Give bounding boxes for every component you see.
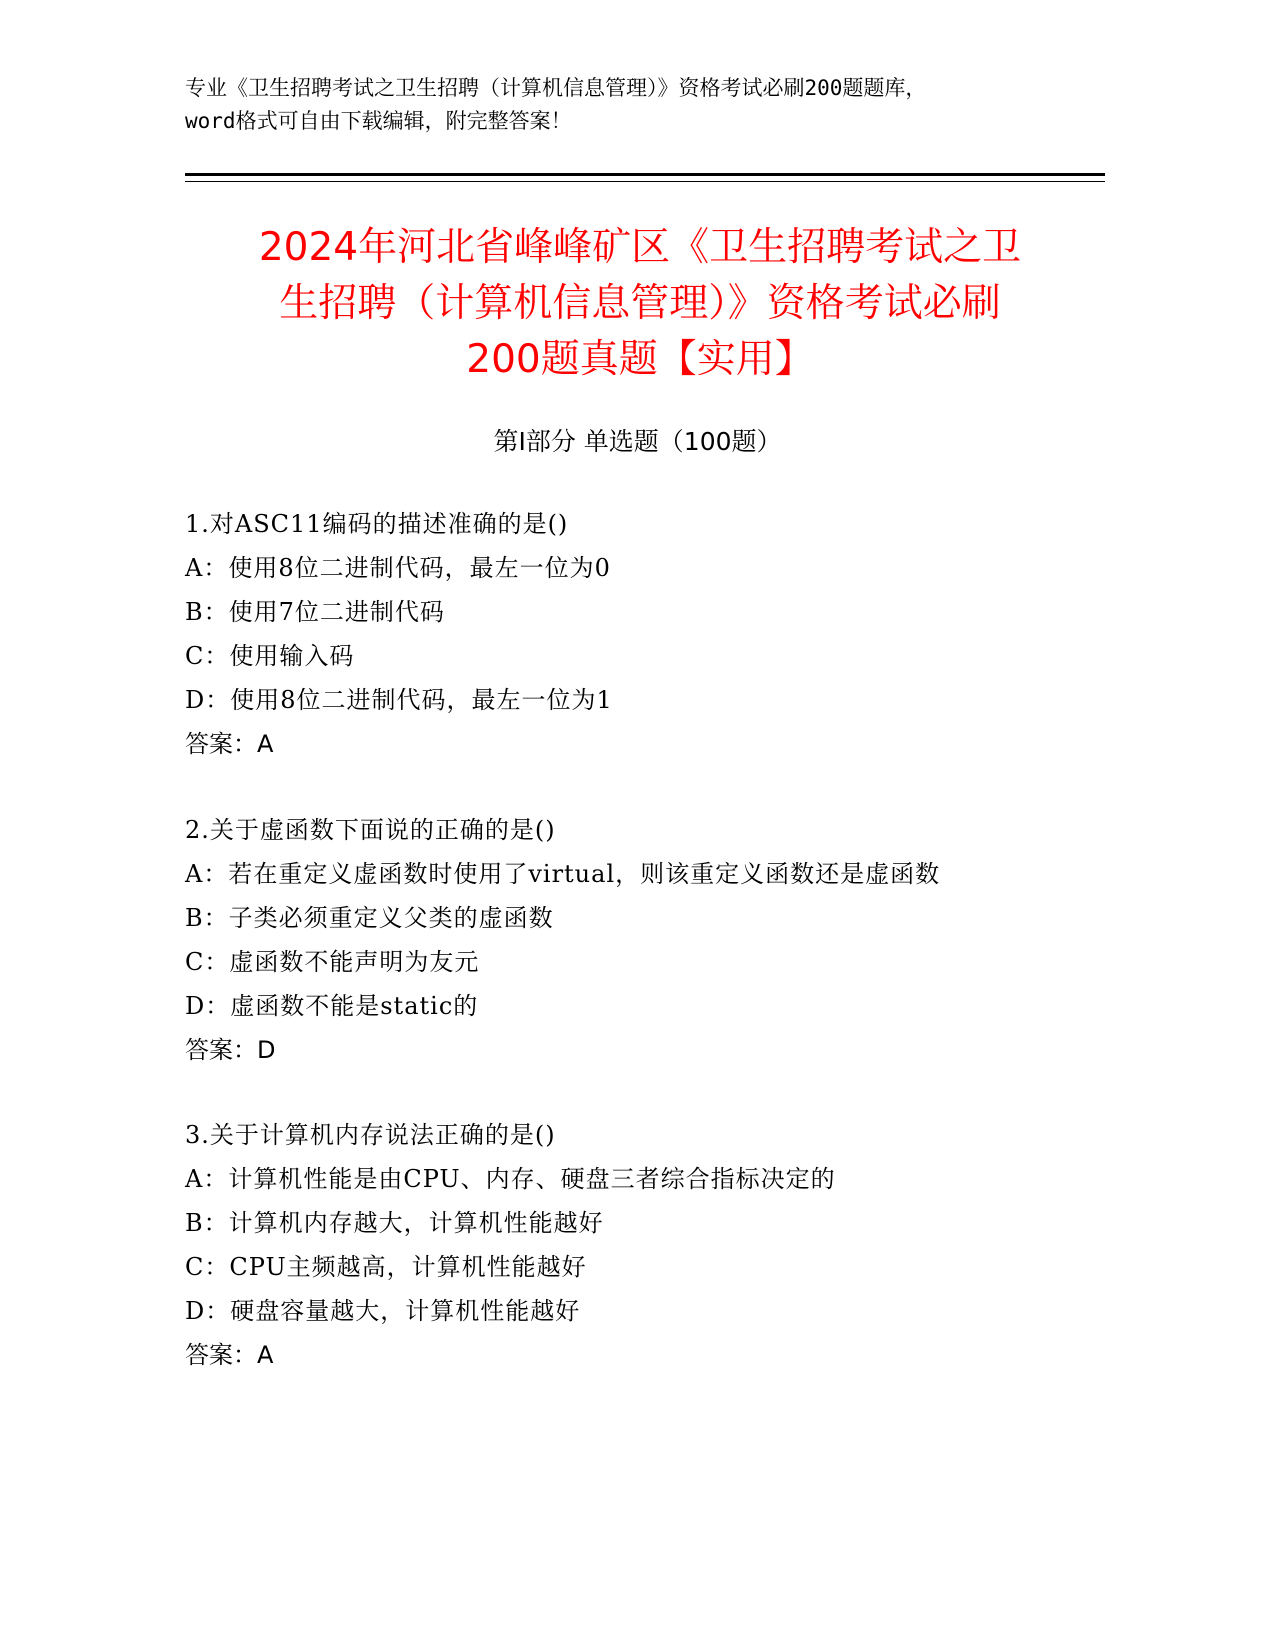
option-a: A：若在重定义虚函数时使用了virtual，则该重定义函数还是虚函数 bbox=[185, 860, 941, 888]
option-c: C：CPU主频越高，计算机性能越好 bbox=[185, 1253, 587, 1281]
answer: 答案：A bbox=[185, 1341, 274, 1369]
question-stem: 3.关于计算机内存说法正确的是() bbox=[185, 1121, 556, 1149]
answer: 答案：A bbox=[185, 730, 274, 758]
question-stem: 1.对ASC11编码的描述准确的是() bbox=[185, 510, 569, 538]
option-a: A：计算机性能是由CPU、内存、硬盘三者综合指标决定的 bbox=[185, 1165, 836, 1193]
question-stem: 2.关于虚函数下面说的正确的是() bbox=[185, 816, 556, 844]
question-3 bbox=[185, 1113, 1105, 1377]
header-note-line-1: 专业《卫生招聘考试之卫生招聘（计算机信息管理）》资格考试必刷200题题库， bbox=[185, 76, 927, 100]
title-line-2: 生招聘（计算机信息管理）》资格考试必刷 bbox=[279, 281, 1001, 326]
option-b: B：子类必须重定义父类的虚函数 bbox=[185, 904, 554, 932]
document-title bbox=[150, 220, 1130, 388]
option-a: A：使用8位二进制代码，最左一位为0 bbox=[185, 554, 611, 582]
option-d: D：虚函数不能是static的 bbox=[185, 992, 479, 1020]
header-rule-thin bbox=[185, 181, 1105, 182]
option-b: B：计算机内存越大，计算机性能越好 bbox=[185, 1209, 604, 1237]
option-c: C：使用输入码 bbox=[185, 642, 355, 670]
option-d: D：硬盘容量越大，计算机性能越好 bbox=[185, 1297, 581, 1325]
question-2 bbox=[185, 808, 1105, 1072]
option-c: C：虚函数不能声明为友元 bbox=[185, 948, 480, 976]
option-d: D：使用8位二进制代码，最左一位为1 bbox=[185, 686, 613, 714]
title-line-1: 2024年河北省峰峰矿区《卫生招聘考试之卫 bbox=[258, 225, 1022, 270]
header-rule-thick bbox=[185, 173, 1105, 176]
section-heading: 第Ⅰ部分 单选题（100题） bbox=[493, 427, 782, 456]
header-note bbox=[185, 72, 1105, 138]
question-1 bbox=[185, 502, 1105, 766]
header-note-line-2: word格式可自由下载编辑，附完整答案！ bbox=[185, 109, 572, 133]
option-b: B：使用7位二进制代码 bbox=[185, 598, 445, 626]
title-line-3: 200题真题【实用】 bbox=[466, 337, 814, 382]
answer: 答案：D bbox=[185, 1036, 276, 1064]
